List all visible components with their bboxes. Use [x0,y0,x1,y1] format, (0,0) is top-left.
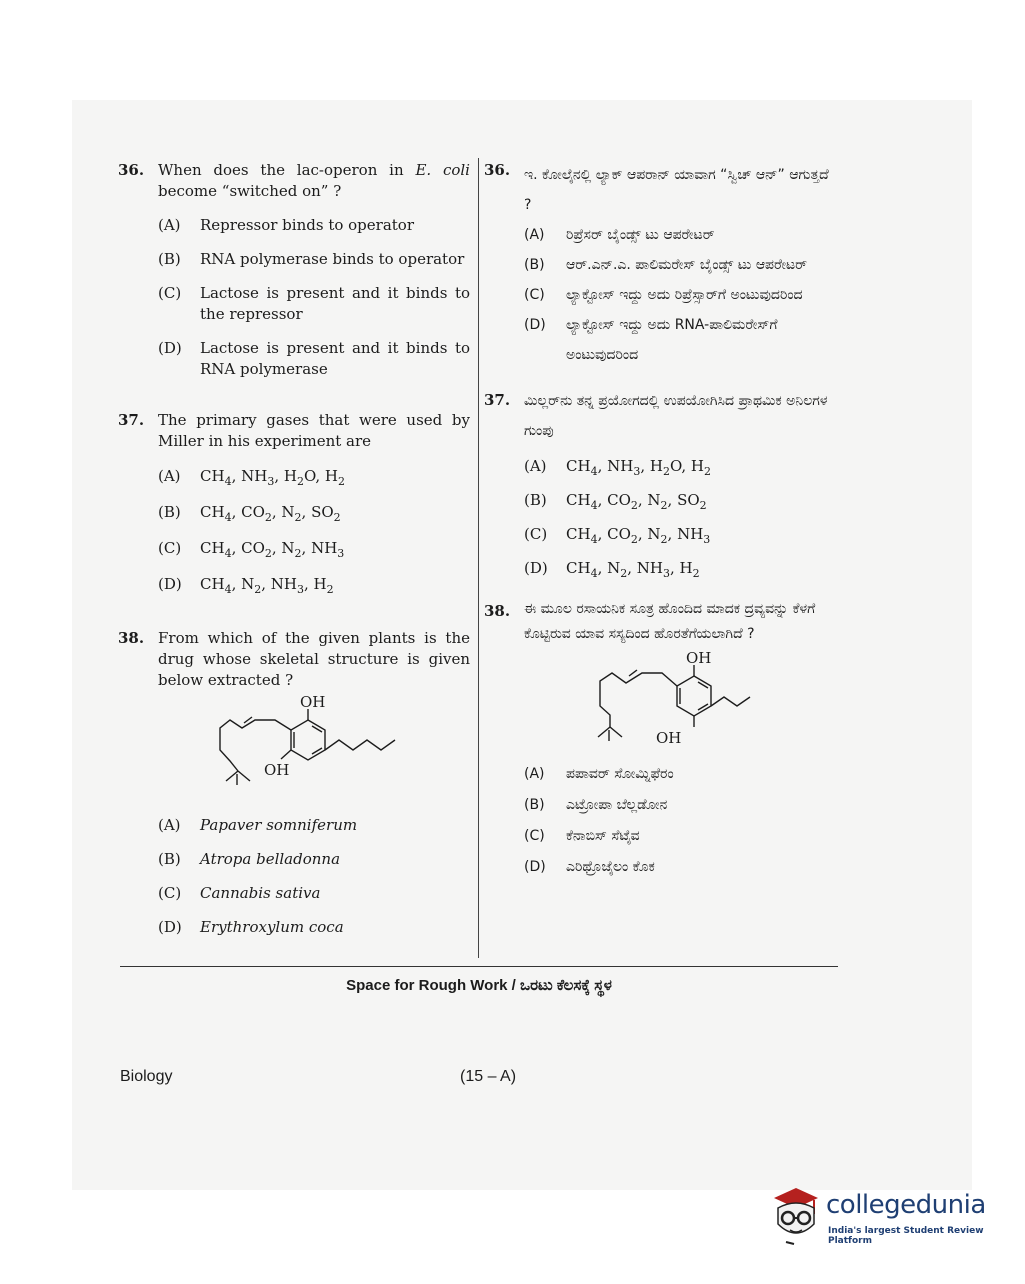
formula: $CH_4$, $CO_2$, $N_2$, $SO_2$ [566,491,707,512]
formula: $CH_4$, $NH_3$, $H_2O$, $H_2$ [200,467,345,488]
question-number: 37. [118,411,145,429]
option-text: Lactose is present and it binds to RNA polymerase [200,339,470,378]
option-c [524,821,839,852]
rough-work-caption: Space for Rough Work / ಒರಟು ಕೆಲಸಕ್ಕೆ ಸ್ಥಳ [346,977,612,994]
question-37-kannada [484,386,839,579]
collegedunia-logo [768,1184,998,1254]
hydroxyl-label: OH [686,651,712,667]
option-a [524,456,839,477]
question-text-part: become “switched on” ? [158,182,342,200]
option-text: ಕೆನಾಬಿಸ್ ಸೆಟೈವ [566,828,640,844]
option-text: ಆರ್.ಎನ್.ಎ. ಪಾಲಿಮರೇಸ್ ಬೈಂಡ್ಸ್ ಟು ಆಪರೇಟರ್ [566,257,808,273]
option-label: (A) [524,227,545,243]
option-text: ಪಪಾವರ್ ಸೋಮ್ನಿಫೆರಂ [566,766,674,782]
option-d [524,310,839,370]
hydroxyl-label: OH [300,695,326,711]
formula: $CH_4$, $N_2$, $NH_3$, $H_2$ [566,559,700,580]
formula: $CH_4$, $CO_2$, $N_2$, $NH_3$ [566,525,711,546]
option-label: (D) [524,317,546,333]
option-a [524,220,839,250]
option-b [524,490,839,511]
option-label: (B) [524,491,547,509]
page-number: (15 – A) [460,1068,517,1085]
brand-name: collegedunia [826,1190,986,1220]
option-label: (C) [524,828,545,844]
option-b [158,502,470,523]
thc-structure-diagram [564,651,754,751]
footer-rule [120,966,838,967]
option-label: (B) [524,797,545,813]
question-number: 37. [484,391,511,409]
option-text: ರಿಪ್ರೆಸರ್ ಬೈಂಡ್ಸ್ ಟು ಆಪರೇಟರ್ [566,227,715,243]
option-label: (C) [158,539,182,557]
option-label: (A) [158,816,181,834]
brand-tagline: India's largest Student Review Platform [828,1226,984,1246]
option-text: ಲ್ಯಾಕ್ಟೋಸ್ ಇದ್ದು ಅದು ರಿಪ್ರೆಸ್ಸಾರ್‌ಗೆ ಅಂಟುವುದರಿಂದ [566,287,803,303]
option-label: (D) [158,339,182,357]
option-label: (D) [158,575,182,593]
option-label: (B) [158,850,181,868]
question-text: From which of the given plants is the drug whose skeletal structure is given below extracted ? [158,629,470,689]
option-label: (B) [158,250,181,268]
option-text: Cannabis sativa [200,884,321,902]
option-c [158,883,470,904]
question-text: ಈ ಮೂಲ ರಸಾಯನಿಕ ಸೂತ್ರ ಹೊಂದಿದ ಮಾದಕ ದ್ರವ್ಯವನ್ನು ಕೆಳಗೆ ಕೊಟ್ಟಿರುವ ಯಾವ ಸಸ್ಯದಿಂದ ಹೊರತೆಗೆಯಲಾಗಿದೆ ? [524,601,816,642]
option-label: (D) [158,918,182,936]
option-d [524,852,839,883]
option-c [524,524,839,545]
option-text: Lactose is present and it binds to the repressor [200,284,470,323]
option-b [524,790,839,821]
formula: $CH_4$, $CO_2$, $N_2$, $NH_3$ [200,539,345,560]
option-text: Repressor binds to operator [200,216,414,234]
question-number: 36. [484,161,511,179]
option-b [158,249,470,270]
question-number: 38. [484,602,511,620]
option-c [158,538,470,559]
question-text: The primary gases that were used by Miller in his experiment are [158,411,470,450]
option-d [158,574,470,595]
option-d [158,338,470,380]
question-text: ಇ. ಕೋಲೈನಲ್ಲಿ ಲ್ಯಾಕ್ ಆಪರಾನ್ ಯಾವಾಗ “ಸ್ವಿಚ್ ಆನ್” ಆಗುತ್ತದೆ ? [524,167,829,213]
option-a [158,215,470,236]
question-text: ಮಿಲ್ಲರ್‌ನು ತನ್ನ ಪ್ರಯೋಗದಲ್ಲಿ ಉಪಯೋಗಿಸಿದ ಪ್ರಾಥಮಿಕ ಅನಿಲಗಳ ಗುಂಪು [524,393,828,439]
option-label: (A) [524,766,545,782]
question-37 [118,410,470,595]
formula: $CH_4$, $NH_3$, $H_2O$, $H_2$ [566,457,711,478]
question-number: 38. [118,629,145,647]
option-text: ಲ್ಯಾಕ್ಟೋಸ್ ಇದ್ದು ಅದು RNA-ಪಾಲಿಮರೇಸ್‌ಗೆ ಅಂಟುವುದರಿಂದ [566,317,778,363]
option-label: (C) [158,884,182,902]
option-label: (C) [524,525,548,543]
thc-structure-diagram [208,695,398,795]
organism-name: E. coli [415,161,470,179]
english-column [118,160,470,938]
kannada-column [484,160,839,883]
question-number: 36. [118,161,145,179]
question-36-kannada [484,160,839,370]
question-38-kannada [484,597,839,883]
option-b [158,849,470,870]
option-c [524,280,839,310]
column-divider [478,158,479,958]
option-label: (A) [158,467,181,485]
option-label: (D) [524,859,546,875]
option-a [524,759,839,790]
option-text: Erythroxylum coca [200,918,344,936]
option-a [158,815,470,836]
graduate-face-icon [768,1184,824,1248]
option-text: ಎರಿಥ್ರೊಜೈಲಂ ಕೊಕ [566,859,655,875]
option-label: (C) [524,287,545,303]
option-label: (D) [524,559,548,577]
option-c [158,283,470,325]
hydroxyl-label: OH [264,761,290,779]
option-text: RNA polymerase binds to operator [200,250,465,268]
option-text: Atropa belladonna [200,850,341,868]
option-a [158,466,470,487]
option-label: (C) [158,284,182,302]
option-label: (B) [158,503,181,521]
option-label: (B) [524,257,545,273]
hydroxyl-label: OH [656,729,682,747]
subject-label: Biology [120,1068,173,1085]
option-text: ಎಟ್ರೋಪಾ ಬೆಲ್ಲಡೋನ [566,797,668,813]
question-text-part: When does the lac-operon in [158,161,416,179]
question-38 [118,628,470,938]
formula: $CH_4$, $N_2$, $NH_3$, $H_2$ [200,575,334,596]
option-d [524,558,839,579]
option-b [524,250,839,280]
question-36 [118,160,470,380]
option-label: (A) [524,457,547,475]
formula: $CH_4$, $CO_2$, $N_2$, $SO_2$ [200,503,341,524]
option-label: (A) [158,216,181,234]
option-text: Papaver somniferum [200,816,358,834]
option-d [158,917,470,938]
question-text [158,160,470,202]
